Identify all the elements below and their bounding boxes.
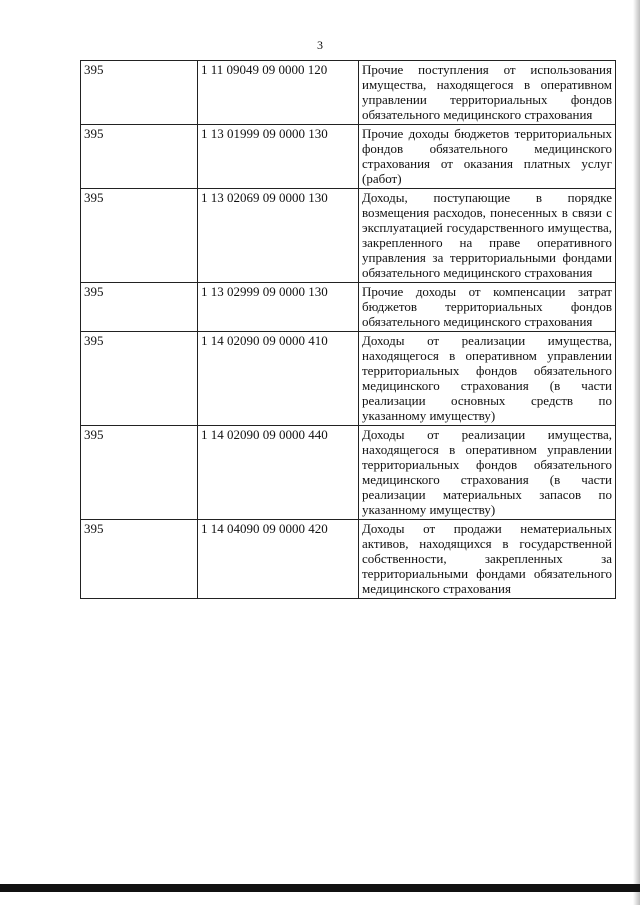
description-cell: Прочие доходы от компенсации затрат бюджетов территориальных фондов обязательного медицинского страхования [359,283,616,332]
admin-code-cell: 395 [81,61,198,125]
table-row [81,520,616,599]
page-number: 3 [317,38,323,52]
description-cell: Прочие поступления от использования имущества, находящегося в оперативном управлении территориальных фондов обязательного медицинского страхования [359,61,616,125]
table-row [81,332,616,426]
admin-code-cell: 395 [81,125,198,189]
description-cell: Доходы от реализации имущества, находящегося в оперативном управлении территориальных фондов обязательного медицинского страхования (в части реализации основных средств по указанному имуществу) [359,332,616,426]
admin-code-cell: 395 [81,332,198,426]
kbk-code-cell: 1 13 01999 09 0000 130 [198,125,359,189]
table-row [81,426,616,520]
description-cell: Доходы, поступающие в порядке возмещения расходов, понесенных в связи с эксплуатацией государственного имущества, закрепленного на праве оперативного управления за территориальными фондами обязательного медицинского страхования [359,189,616,283]
table-row [81,283,616,332]
admin-code-cell: 395 [81,283,198,332]
scan-edge-shadow [633,0,640,905]
kbk-code-cell: 1 14 02090 09 0000 410 [198,332,359,426]
admin-code-cell: 395 [81,189,198,283]
kbk-code-cell: 1 13 02069 09 0000 130 [198,189,359,283]
kbk-code-cell: 1 13 02999 09 0000 130 [198,283,359,332]
kbk-code-cell: 1 11 09049 09 0000 120 [198,61,359,125]
table-row [81,125,616,189]
table-row [81,61,616,125]
description-cell: Доходы от реализации имущества, находящегося в оперативном управлении территориальных фондов обязательного медицинского страхования (в части реализации материальных запасов по указанному имуществу) [359,426,616,520]
revenue-codes-table [80,60,616,599]
table-row [81,189,616,283]
kbk-code-cell: 1 14 02090 09 0000 440 [198,426,359,520]
description-cell: Доходы от продажи нематериальных активов, находящихся в государственной собственности, закрепленных за территориальными фондами обязательного медицинского страхования [359,520,616,599]
admin-code-cell: 395 [81,426,198,520]
kbk-code-cell: 1 14 04090 09 0000 420 [198,520,359,599]
description-cell: Прочие доходы бюджетов территориальных фондов обязательного медицинского страхования от оказания платных услуг (работ) [359,125,616,189]
admin-code-cell: 395 [81,520,198,599]
scan-edge-bar [0,884,640,892]
